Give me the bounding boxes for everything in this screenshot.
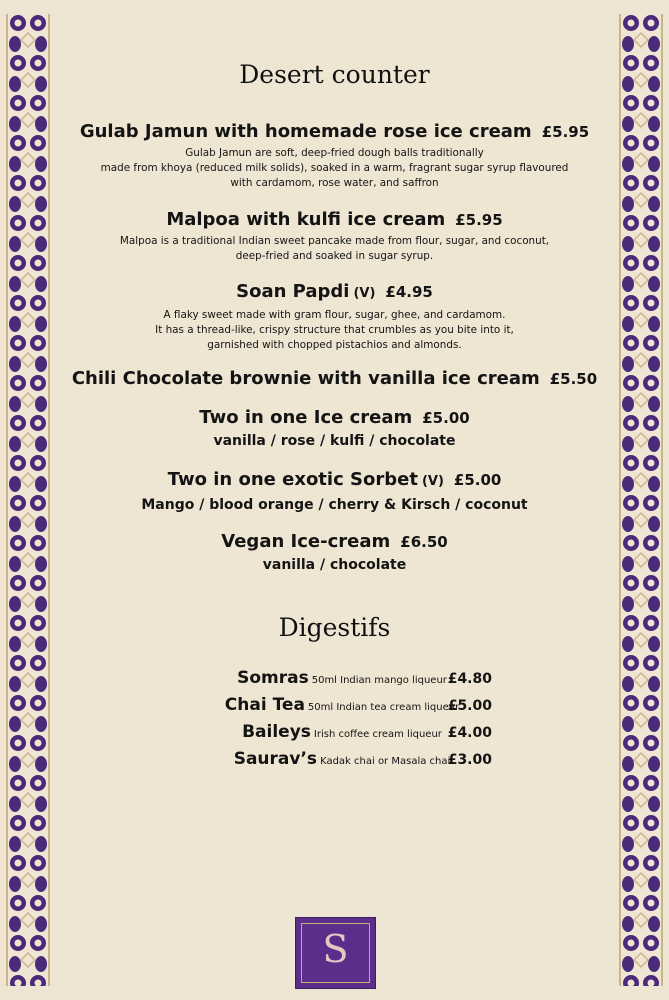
digestif-price: £4.00 [447,725,492,741]
digestif-item [192,668,492,694]
dessert-item-gulab-jamun [62,121,607,191]
item-price: £5.95 [455,211,503,229]
description-line: garnished with chopped pistachios and almonds. [207,339,462,351]
item-price: £5.95 [541,123,590,141]
description-line: It has a thread-like, crispy structure that crumbles as you bite into it, [155,324,514,336]
digestif-item [192,722,492,748]
item-flavours: Mango / blood orange / cherry & Kirsch / coconut [141,497,528,513]
digestif-description: Kadak chai or Masala chai [320,756,451,767]
item-name: Soan Papdi [236,281,350,302]
description-line: deep-fried and soaked in sugar syrup. [235,250,434,262]
item-name: Two in one exotic Sorbet [167,469,418,490]
item-name: Gulab Jamun with homemade rose ice cream [79,121,532,142]
item-name: Vegan Ice-cream [221,531,391,552]
digestif-item [192,749,492,775]
item-description [62,146,607,191]
digestif-description: 50ml Indian tea cream liqueur [307,702,460,713]
item-name: Chili Chocolate brownie with vanilla ice cream [71,368,540,389]
digestif-description: 50ml Indian mango liqueur [311,675,447,686]
digestif-name: Somras [237,668,309,688]
digestifs-section-title: Digestifs [278,613,391,642]
dessert-item-vegan-ice-cream [62,531,607,574]
item-price: £6.50 [400,533,448,551]
description-line: A flaky sweet made with gram flour, sugar, ghee, and cardamom. [163,309,506,321]
right-ornamental-border [619,14,663,986]
dessert-section-title: Desert counter [239,60,430,89]
dessert-item-two-in-one-ice-cream [62,407,607,450]
left-ornamental-border [6,14,50,986]
digestif-description: Irish coffee cream liqueur [313,729,442,740]
digestif-name: Saurav’s [233,749,318,769]
digestif-name: Chai Tea [224,695,305,715]
dessert-item-brownie [62,368,607,390]
item-price: £4.95 [385,283,433,301]
logo-letter: S [322,927,349,971]
dessert-item-soan-papdi [62,281,607,353]
dessert-item-malpoa [62,209,607,264]
digestif-price: £3.00 [447,752,492,768]
digestif-item [192,695,492,721]
item-flavours: vanilla / chocolate [262,557,407,573]
item-price: £5.50 [549,370,598,388]
item-price: £5.00 [422,409,470,427]
item-name: Two in one Ice cream [199,407,413,428]
item-name: Malpoa with kulfi ice cream [166,209,446,230]
restaurant-logo [295,917,376,989]
digestif-price: £4.80 [447,671,492,687]
item-description [62,308,607,353]
description-line: Gulab Jamun are soft, deep-fried dough balls traditionally [185,147,484,159]
vegan-tag: (V) [421,474,444,489]
digestif-price: £5.00 [447,698,492,714]
vegan-tag: (V) [353,286,376,301]
description-line: Malpoa is a traditional Indian sweet pancake made from flour, sugar, and coconut, [119,235,550,247]
dessert-item-exotic-sorbet [62,469,607,514]
digestif-name: Baileys [242,722,311,742]
item-flavours: vanilla / rose / kulfi / chocolate [213,433,456,449]
description-line: with cardamom, rose water, and saffron [230,177,439,189]
item-price: £5.00 [453,471,502,489]
description-line: made from khoya (reduced milk solids), soaked in a warm, fragrant sugar syrup flavoured [100,162,569,174]
item-description [62,234,607,264]
